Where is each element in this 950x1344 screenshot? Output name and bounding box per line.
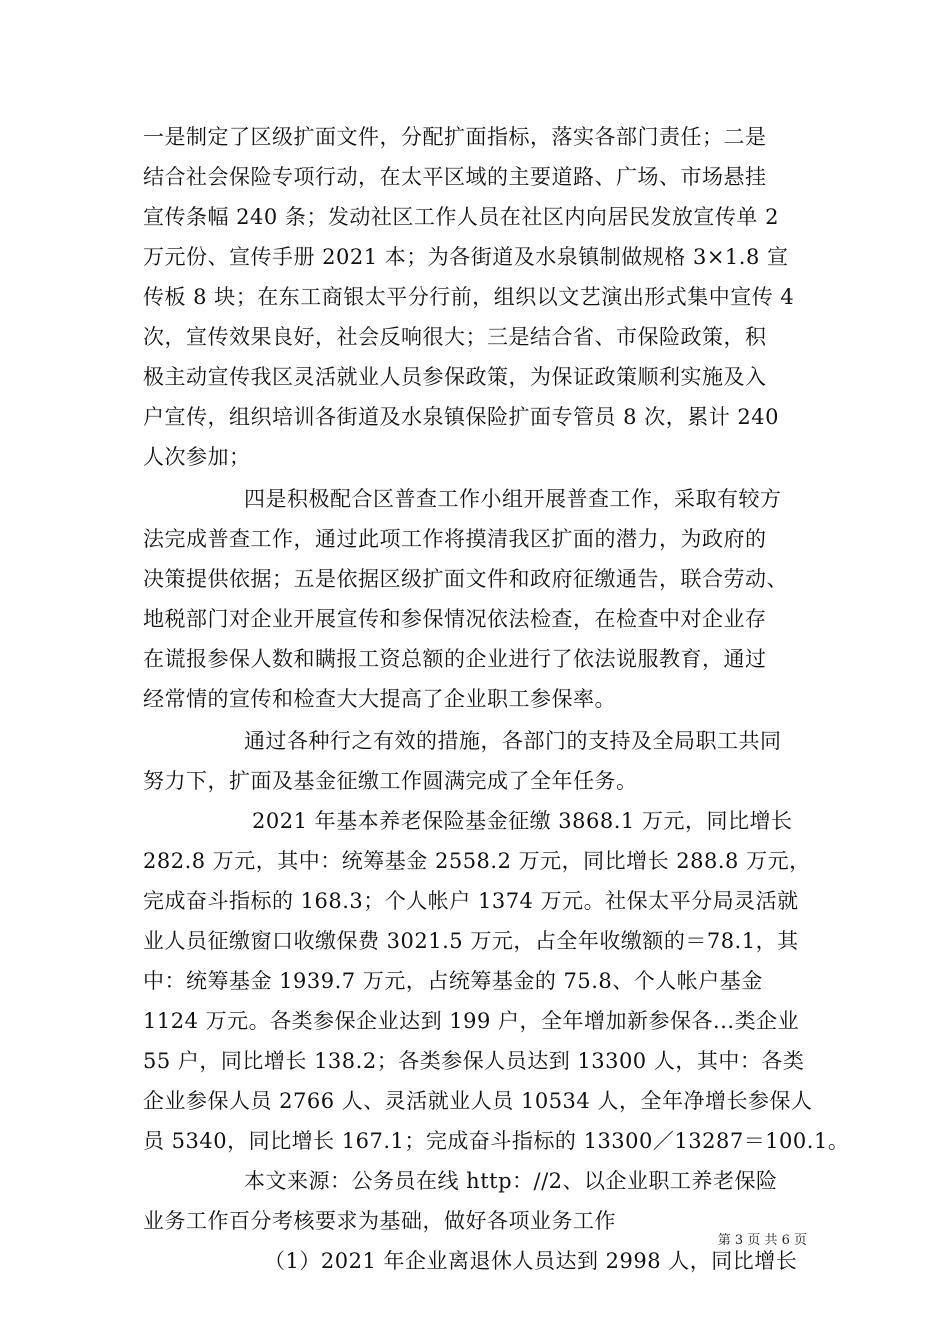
text-line: 户宣传，组织培训各街道及水泉镇保险扩面专管员 8 次，累计 240 <box>143 405 779 429</box>
text-line: 业人员征缴窗口收缴保费 3021.5 万元，占全年收缴额的＝78.1，其 <box>143 929 799 953</box>
text-line: 传板 8 块；在东工商银太平分行前，组织以文艺演出形式集中宣传 4 <box>143 285 795 309</box>
paragraph-start-line: 四是积极配合区普查工作小组开展普查工作，采取有较方 <box>244 487 782 511</box>
text-line: 完成奋斗指标的 168.3；个人帐户 1374 万元。社保太平分局灵活就 <box>143 889 799 913</box>
paragraph-start-line: 本文来源：公务员在线 http：//2、以企业职工养老保险 <box>244 1169 778 1193</box>
text-line: 55 户，同比增长 138.2；各类参保人员达到 13300 人，其中：各类 <box>143 1049 805 1073</box>
page-number: 第 3 页 共 6 页 <box>717 1233 807 1248</box>
text-line: 宣传条幅 240 条；发动社区工作人员在社区内向居民发放宣传单 2 <box>143 205 779 229</box>
text-line: 法完成普查工作，通过此项工作将摸清我区扩面的潜力，为政府的 <box>143 527 767 551</box>
text-line: 在谎报参保人数和瞒报工资总额的企业进行了依法说服教育，通过 <box>143 647 767 671</box>
text-line: 决策提供依据；五是依据区级扩面文件和政府征缴通告，联合劳动、 <box>143 567 788 591</box>
text-line: 中：统筹基金 1939.7 万元，占统筹基金的 75.8、个人帐户基金 <box>143 969 763 993</box>
paragraph-start-line: 2021 年基本养老保险基金征缴 3868.1 万元，同比增长 <box>252 809 793 833</box>
text-line: 企业参保人员 2766 人、灵活就业人员 10534 人，全年净增长参保人 <box>143 1089 813 1113</box>
text-line: 经常情的宣传和检查大大提高了企业职工参保率。 <box>143 687 616 711</box>
text-line: 业务工作百分考核要求为基础，做好各项业务工作 <box>143 1209 616 1233</box>
text-line: 人次参加； <box>143 445 251 469</box>
paragraph-start-line: （1）2021 年企业离退休人员达到 2998 人，同比增长 <box>264 1249 798 1273</box>
text-line: 282.8 万元，其中：统筹基金 2558.2 万元，同比增长 288.8 万元， <box>143 849 811 873</box>
text-line: 一是制定了区级扩面文件，分配扩面指标，落实各部门责任；二是 <box>143 125 767 149</box>
text-line: 员 5340，同比增长 167.1；完成奋斗指标的 13300／13287＝100.1。 <box>143 1129 850 1153</box>
text-line: 结合社会保险专项行动，在太平区域的主要道路、广场、市场悬挂 <box>143 165 767 189</box>
text-line: 次，宣传效果良好，社会反响很大；三是结合省、市保险政策，积 <box>143 325 767 349</box>
text-line: 努力下，扩面及基金征缴工作圆满完成了全年任务。 <box>143 769 638 793</box>
paragraph-start-line: 通过各种行之有效的措施，各部门的支持及全局职工共同 <box>244 729 782 753</box>
text-line: 万元份、宣传手册 2021 本；为各街道及水泉镇制做规格 3×1.8 宣 <box>143 245 789 269</box>
text-line: 地税部门对企业开展宣传和参保情况依法检查，在检查中对企业存 <box>143 607 767 631</box>
text-line: 1124 万元。各类参保企业达到 199 户，全年增加新参保各...类企业 <box>143 1009 800 1033</box>
text-line: 极主动宣传我区灵活就业人员参保政策，为保证政策顺利实施及入 <box>143 365 767 389</box>
